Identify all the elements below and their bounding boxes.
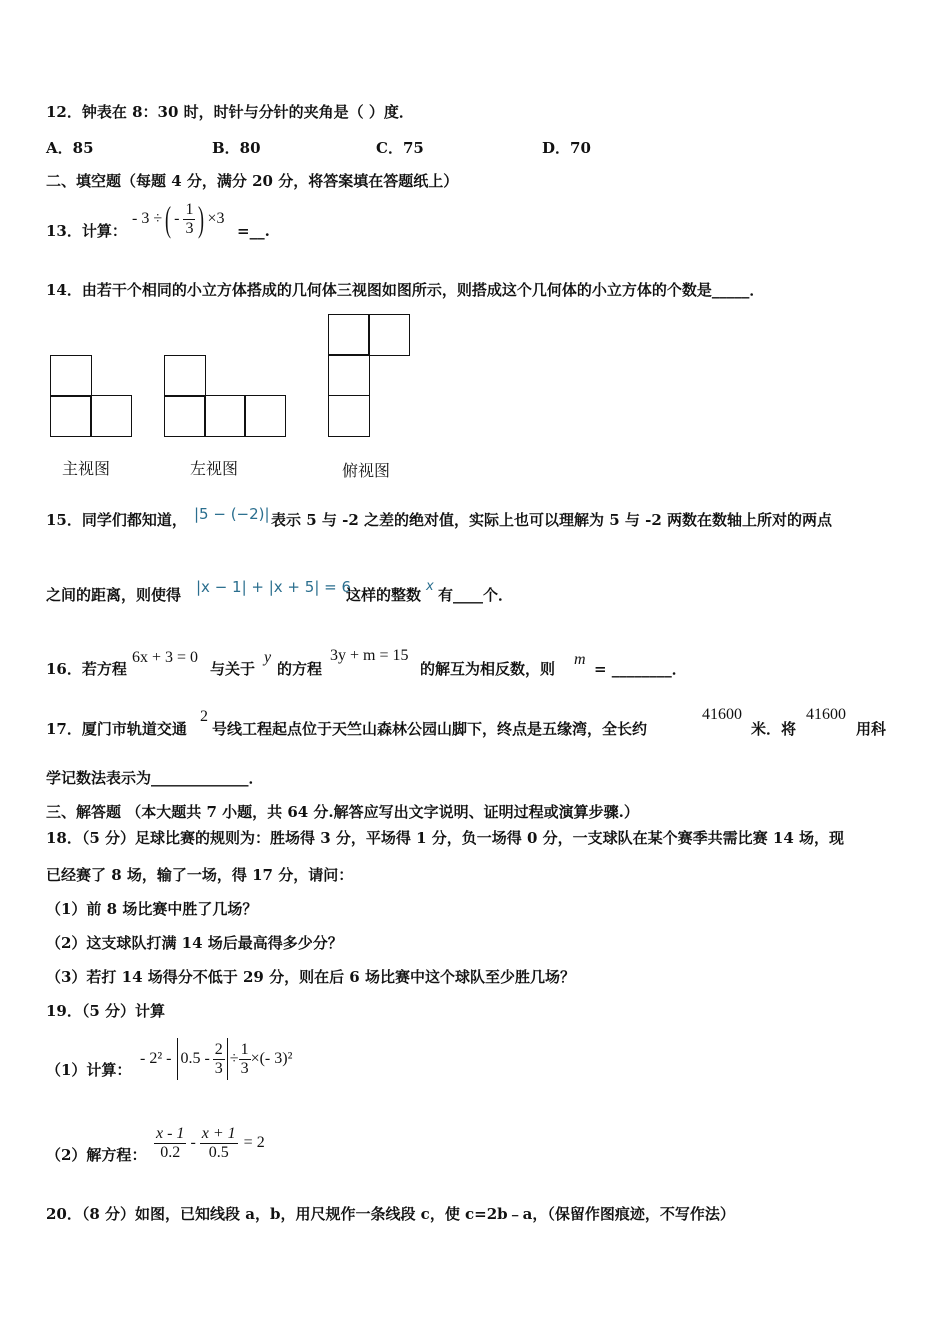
section-3-heading: 三、解答题 （本大题共 7 小题，共 64 分.解答应写出文字说明、证明过程或演算步骤.） (46, 803, 639, 821)
q14-stem: 14．由若干个相同的小立方体搭成的几何体三视图如图所示，则搭成这个几何体的小立方体的个数是_____． (46, 281, 765, 299)
q19-fraction-x-minus-1 (154, 1125, 186, 1162)
q16-t5: = ________． (594, 660, 687, 678)
abs-bar-right (227, 1038, 228, 1080)
numerator: x - 1 (156, 1124, 185, 1142)
q15-part5: 有____个． (438, 586, 514, 604)
denominator: 3 (240, 1059, 249, 1077)
q19-divide: ÷ (229, 1050, 239, 1067)
q16-equation-1: 6x + 3 = 0 (132, 649, 199, 666)
q19-fraction-one-third (239, 1041, 251, 1078)
q12-option-a: A．85 (46, 139, 94, 157)
left-view-cell (204, 395, 246, 437)
section-2-heading: 二、填空题（每题 4 分，满分 20 分，将答案填在答题纸上） (46, 172, 459, 190)
q13-minus: - (174, 210, 180, 227)
q15-expr2: |x − 1| + |x + 5| = 6 (196, 578, 352, 596)
q13-fraction (183, 201, 195, 238)
q17-t2: 号线工程起点位于天竺山森林公园山脚下，终点是五缘湾，全长约 (212, 720, 648, 738)
q19-title: 19．（5 分）计算 (46, 1002, 166, 1020)
front-view-caption: 主视图 (62, 459, 111, 478)
q12-option-b: B．80 (212, 139, 261, 157)
q12-option-d: D．70 (542, 139, 591, 157)
left-view-cell (164, 355, 206, 397)
front-view-cell (50, 355, 92, 397)
left-view-cell (244, 395, 286, 437)
q15-part3: 之间的距离，则使得 (46, 586, 182, 604)
q13-right-paren: ) (198, 199, 205, 239)
numerator: 2 (214, 1040, 223, 1058)
q19-equals-two: = 2 (243, 1134, 265, 1151)
q18-line-2: 已经赛了 8 场，输了一场，得 17 分，请问： (46, 866, 354, 884)
numerator: 1 (240, 1040, 249, 1058)
top-view-cell (328, 314, 370, 356)
denominator: 3 (214, 1059, 223, 1077)
q19-equation-2 (154, 1118, 265, 1168)
top-view-cell (368, 314, 410, 356)
q19-minus: - (190, 1134, 196, 1151)
numerator: x + 1 (201, 1124, 236, 1142)
denominator: 0.5 (208, 1143, 229, 1161)
q18-part-3: （3）若打 14 场得分不低于 29 分，则在后 6 场比赛中这个球队至少胜几场？ (46, 968, 575, 986)
q13-numerator: 1 (185, 200, 194, 218)
q16-var-y: y (264, 649, 272, 666)
front-view-cell (90, 395, 132, 437)
q13-left-paren: ( (165, 199, 172, 239)
left-view-cell (164, 395, 206, 437)
q19-part-1-label: （1）计算： (46, 1061, 132, 1079)
q16-t3: 的方程 (277, 660, 323, 678)
q15-part4: 这样的整数 (346, 586, 422, 604)
q16-t1: 16．若方程 (46, 660, 127, 678)
q19-e1-term: - 2² - (140, 1050, 172, 1067)
q16-var-m: m (574, 651, 586, 668)
left-view-caption: 左视图 (190, 459, 239, 478)
q17-length-2: 41600 (806, 706, 846, 723)
q17-length: 41600 (702, 706, 742, 723)
q19-expression-1 (140, 1034, 292, 1084)
top-view-cell (328, 395, 370, 437)
q13-term: - 3 ÷ (132, 210, 163, 227)
q13-times: ×3 (207, 210, 225, 227)
q17-t1: 17．厦门市轨道交通 (46, 720, 187, 738)
q13-answer-blank: =__. (237, 222, 270, 240)
q20-stem: 20．（8 分）如图，已知线段 a，b，用尺规作一条线段 c，使 c=2b﹣a，（保留作图痕迹，不写作法） (46, 1205, 735, 1223)
q15-expr1: |5 − (−2)| (194, 505, 270, 523)
q13-expression (132, 196, 224, 242)
q19-fraction-two-thirds (213, 1041, 225, 1078)
abs-bar-left (177, 1038, 178, 1080)
q19-fraction-x-plus-1 (200, 1125, 238, 1162)
q12-stem: 12．钟表在 8：30 时，时针与分针的夹角是（ ）度． (46, 103, 414, 121)
q13-denominator: 3 (185, 219, 194, 237)
q18-line-1: 18．（5 分）足球比赛的规则为：胜场得 3 分，平场得 1 分，负一场得 0 分，一支球队在某个赛季共需比赛 14 场，现 (46, 829, 845, 847)
q16-equation-2: 3y + m = 15 (330, 647, 409, 664)
q17-t5: 学记数法表示为_____________． (46, 769, 264, 787)
q18-part-2: （2）这支球队打满 14 场后最高得多少分？ (46, 934, 343, 952)
q17-line-number: 2 (200, 708, 208, 725)
q19-times-term: ×(- 3)² (250, 1050, 293, 1067)
denominator: 0.2 (160, 1143, 181, 1161)
q19-part-2-label: （2）解方程： (46, 1146, 147, 1164)
q17-t3: 米．将 (751, 720, 797, 738)
q12-option-c: C．75 (376, 139, 424, 157)
q18-part-1: （1）前 8 场比赛中胜了几场？ (46, 900, 258, 918)
q15-part2: 表示 5 与 -2 之差的绝对值，实际上也可以理解为 5 与 -2 两数在数轴上所对的两点 (271, 511, 832, 529)
q16-t2: 与关于 (210, 660, 256, 678)
top-view-cell (328, 354, 370, 396)
q19-e1-decimal: 0.5 - (180, 1050, 210, 1067)
front-view-cell (50, 395, 92, 437)
q17-t4: 用科 (856, 720, 887, 738)
q16-t4: 的解互为相反数，则 (420, 660, 556, 678)
q15-part1: 15．同学们都知道， (46, 511, 187, 529)
top-view-caption: 俯视图 (342, 461, 391, 480)
q13-prefix: 13．计算： (46, 222, 127, 240)
q15-var-x: x (426, 579, 434, 594)
